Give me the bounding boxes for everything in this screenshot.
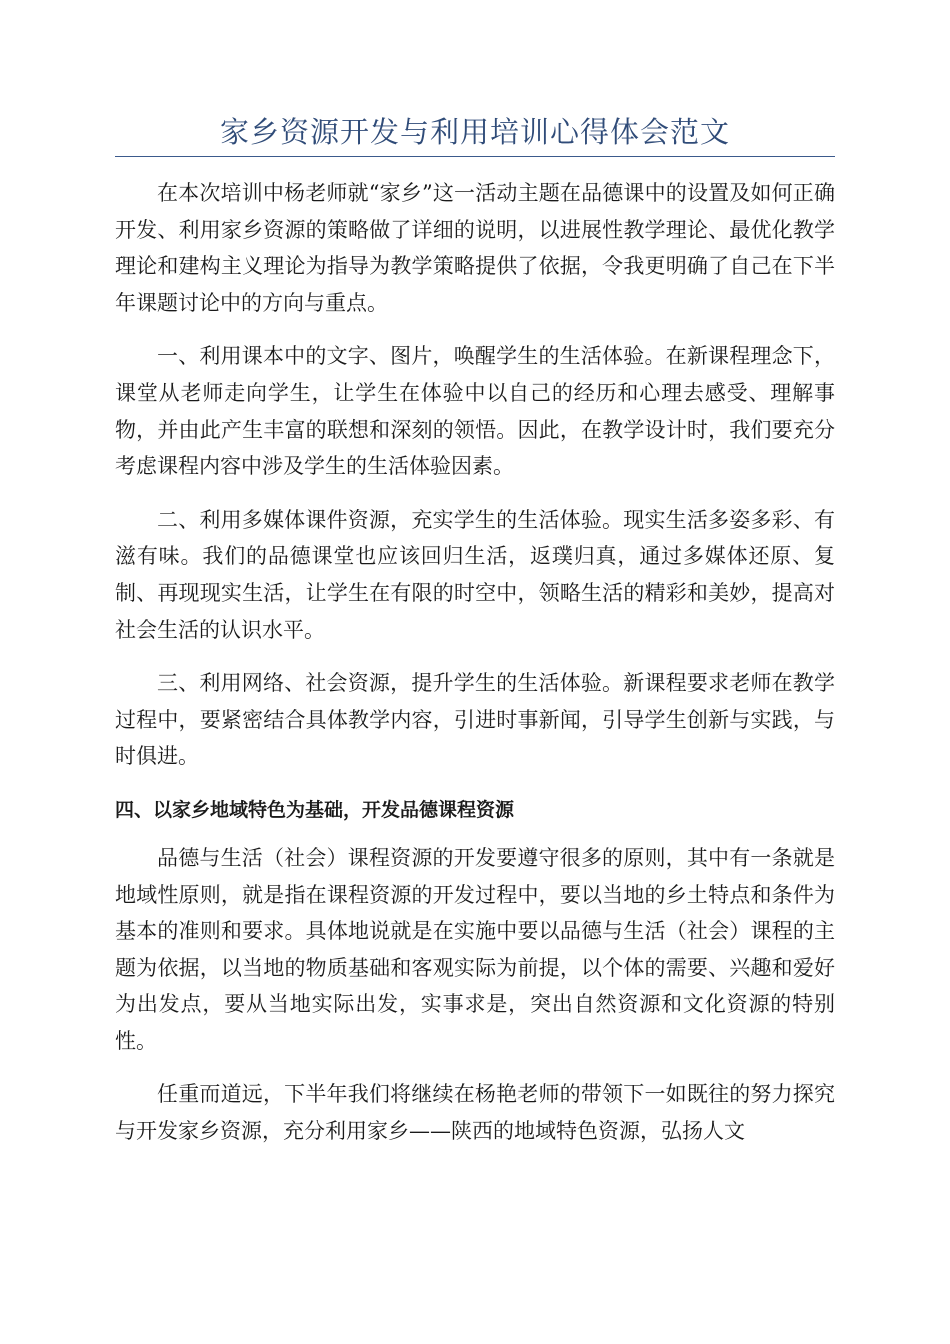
document-page [115, 108, 835, 1167]
paragraph-point-1: 一、利用课本中的文字、图片，唤醒学生的生活体验。在新课程理念下，课堂从老师走向学生，让学生在体验中以自己的经历和心理去感受、理解事物，并由此产生丰富的联想和深刻的领悟。因此，在教学设计时，我们要充分考虑课程内容中涉及学生的生活体验因素。 [115, 344, 835, 479]
paragraph-section-4: 品德与生活（社会）课程资源的开发要遵守很多的原则，其中有一条就是地域性原则，就是指在课程资源的开发过程中，要以当地的乡土特点和条件为基本的准则和要求。具体地说就是在实施中要以品德与生活（社会）课程的主题为依据，以当地的物质基础和客观实际为前提，以个体的需要、兴趣和爱好为出发点，要从当地实际出发，实事求是，突出自然资源和文化资源的特别性。 [115, 845, 835, 1053]
paragraph-point-2: 二、利用多媒体课件资源，充实学生的生活体验。现实生活多姿多彩、有滋有味。我们的品德课堂也应该回归生活，返璞归真，通过多媒体还原、复制、再现现实生活，让学生在有限的时空中，领略生活的精彩和美妙，提高对社会生活的认识水平。 [115, 507, 835, 642]
document-title: 家乡资源开发与利用培训心得体会范文 [219, 115, 730, 149]
title-underline [115, 156, 835, 157]
section-heading-4: 四、以家乡地域特色为基础，开发品德课程资源 [115, 798, 515, 821]
paragraph-point-3: 三、利用网络、社会资源，提升学生的生活体验。新课程要求老师在教学过程中，要紧密结合具体教学内容，引进时事新闻，引导学生创新与实践，与时俱进。 [115, 671, 835, 769]
paragraph-intro: 在本次培训中杨老师就“家乡”这一活动主题在品德课中的设置及如何正确开发、利用家乡资源的策略做了详细的说明，以进展性教学理论、最优化教学理论和建构主义理论为指导为教学策略提供了依据，令我更明确了自己在下半年课题讨论中的方向与重点。 [115, 181, 835, 315]
paragraph-conclusion: 任重而道远，下半年我们将继续在杨艳老师的带领下一如既往的努力探究与开发家乡资源，充分利用家乡——陕西的地域特色资源，弘扬人文 [115, 1082, 835, 1144]
